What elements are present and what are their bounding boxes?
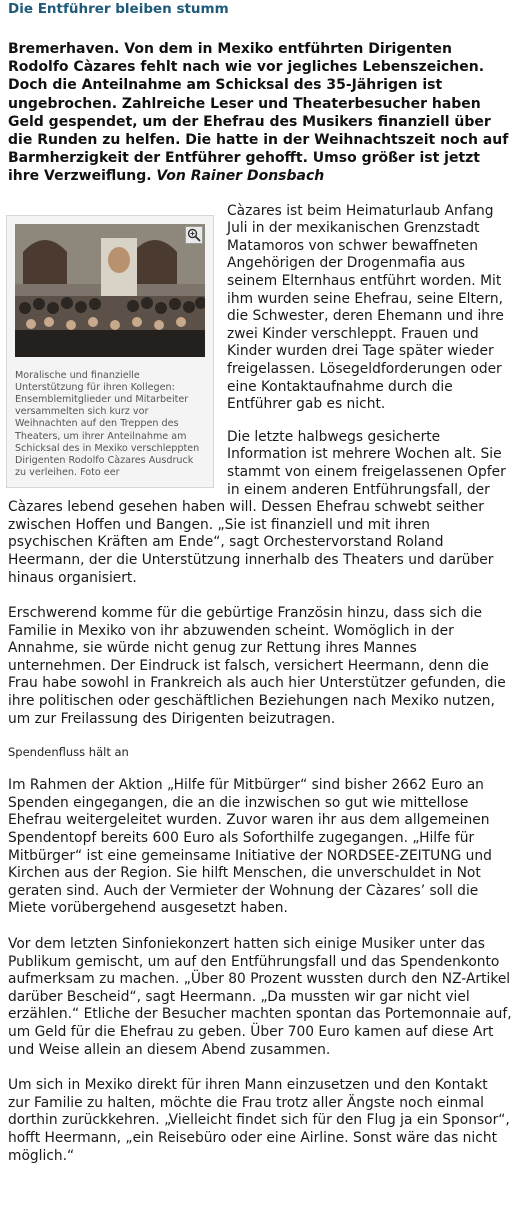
body-paragraph: Vor dem letzten Sinfoniekonzert hatten sich einige Musiker unter das Publikum gemischt, um auf den Entführungsfall und das Spendenkonto aufmerksam zu machen. „Über 80 Prozent wussten durch den NZ-Artikel darüber Bescheid“, sagt Heermann. „Da mussten wir gar nicht viel erzählen.“ Etliche der Besucher machten spontan das Portemonnaie auf, um Geld für die Ehefrau zu geben. Über 700 Euro kamen auf diese Art und Weise allein an diesem Abend zusammen. [8, 936, 512, 1058]
article-title: Die Entführer bleiben stumm [8, 1, 229, 17]
photo-figure [6, 215, 214, 489]
body-paragraph: Um sich in Mexiko direkt für ihren Mann einzusetzen und den Kontakt zur Familie zu halten, möchte die Frau trotz aller Ängste noch einmal dorthin zurückkehren. „Vielleicht findet sich für den Flug ja ein Sponsor“, hofft Heermann, „ein Reisebüro oder eine Airline. Sonst wäre das nicht möglich.“ [8, 1077, 510, 1164]
body-paragraph: Im Rahmen der Aktion „Hilfe für Mitbürger“ sind bisher 2662 Euro an Spenden eingegangen, die an die inzwischen so gut wie mittellose Ehefrau weitergeleitet wurden. Zuvor waren ihr aus dem allgemeinen Spendentopf bereits 600 Euro als Soforthilfe zugegangen. „Hilfe für Mitbürger“ ist eine gemeinsame Initiative der NORDSEE-ZEITUNG und Kirchen aus der Region. Sie hilft Menschen, die unverschuldet in Not geraten sind. Auch der Vermieter der Wohnung der Càzares’ soll die Miete vorübergehend ausgesetzt haben. [8, 777, 492, 917]
body-paragraph: Die letzte halbwegs gesicherte Information ist mehrere Wochen alt. Sie stammt von einem freigelassenen Opfer in einem anderen Entführungsfall, der Càzares lebend gesehen haben will. Dessen Ehefrau schwebt seither zwischen Hoffen und Bangen. „Sie ist finanziell und mit ihren psychischen Kräften am Ende“, sagt Orchestervorstand Roland Heermann, der die Unterstützung innerhalb des Theaters und darüber hinaus organisiert. [8, 428, 506, 586]
article-photo[interactable] [15, 224, 205, 357]
author-byline: Von Rainer Donsbach [156, 168, 325, 185]
lead-text: Bremerhaven. Von dem in Mexiko entführten Dirigenten Rodolfo Càzares fehlt nach wie vor jegliches Lebenszeichen. Doch die Anteilnahme am Schicksal des 35-Jährigen ist ungebrochen. Zahlreiche Leser und Theaterbesucher haben Geld gespendet, um der Ehefrau des Musikers finanziell über die Runden zu helfen. Die hatte in der Weihnachtszeit noch auf Barmherzigkeit der Entführer gehofft. Umso größer ist jetzt ihre Verzweiflung. [8, 41, 509, 185]
section-subheading: Spendenfluss hält an [8, 745, 129, 760]
body-paragraph: Erschwerend komme für die gebürtige Französin hinzu, dass sich die Familie in Mexiko von ihr abzuwenden scheint. Womöglich in der Annahme, sie würde nicht genug zur Rettung ihres Mannes unternehmen. Der Eindruck ist falsch, versichert Heermann, denn die Frau habe sowohl in Frankreich als auch hier Unterstützer gefunden, die ihre politischen oder geschäftlichen Beziehungen nach Mexiko nutzen, um zur Freilassung des Dirigenten beizutragen. [8, 605, 506, 727]
magnifier-icon[interactable] [185, 226, 203, 244]
photo-image [15, 224, 205, 357]
photo-caption: Moralische und finanzielle Unterstützung für ihren Kollegen: Ensemblemitglieder und Mitarbeiter versammelten sich kurz vor Weihnachten auf den Treppen des Theaters, um ihrer Anteilnahme am Schicksal des in Mexiko verschleppten Dirigenten Rodolfo Càzares Ausdruck zu verleihen. Foto eer [15, 369, 200, 479]
body-paragraph: Càzares ist beim Heimaturlaub Anfang Juli in der mexikanischen Grenzstadt Matamoros von schwer bewaffneten Angehörigen der Drogenmafia aus seinem Elternhaus entführt worden. Mit ihm wurden seine Ehefrau, seine Eltern, die Schwester, deren Ehemann und ihre zwei Kinder verschleppt. Frauen und Kinder wurden drei Tage später wieder freigelassen. Lösegeldforderungen oder eine Kontaktaufnahme durch die Entführer gab es nicht. [227, 202, 504, 413]
article-lead [8, 40, 512, 186]
